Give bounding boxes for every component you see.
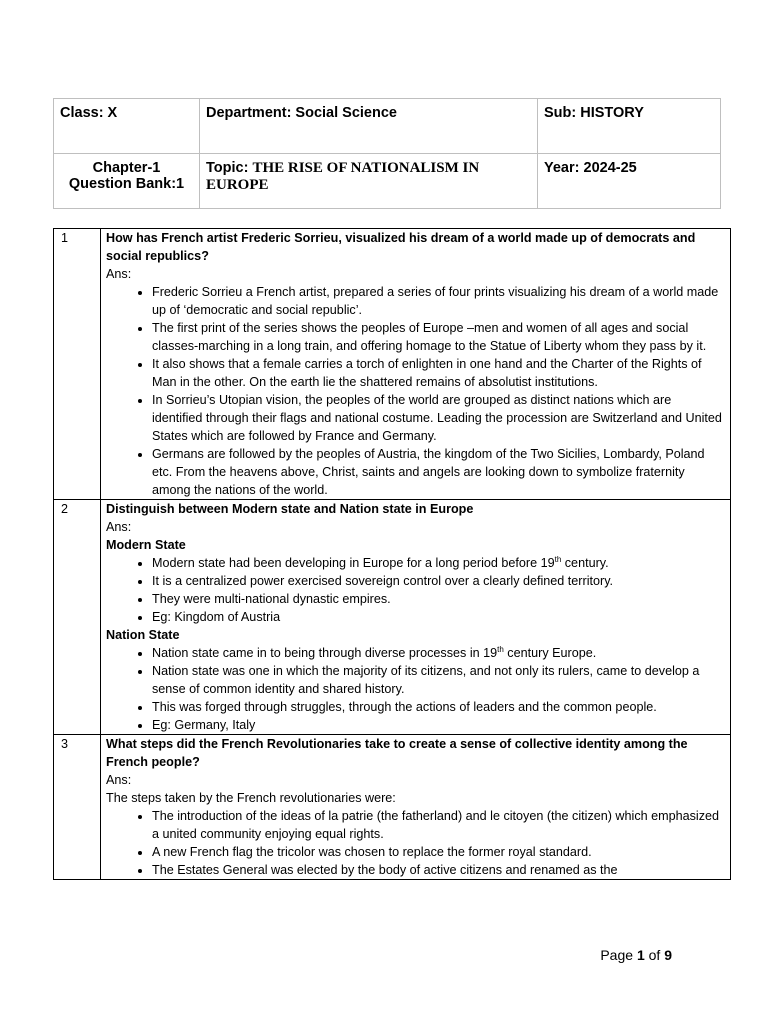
list-item: • A new French flag the tricolor was chosen to replace the former royal standard. xyxy=(152,843,725,861)
list-item: • Nation state was one in which the majority of its citizens, and not only its rulers, came to develop a sense of common identity and shared history. xyxy=(152,662,725,698)
list-item: • It also shows that a female carries a torch of enlighten in one hand and the Charter of the Rights of Man in the other. On the earth lie the shattered remains of absolutist institutions. xyxy=(152,355,725,391)
page-indicator xyxy=(600,947,672,963)
header-table xyxy=(53,98,721,209)
list-item xyxy=(152,554,725,572)
list-item: • The first print of the series shows the peoples of Europe –men and women of all ages and social classes-marching in a long train, and offering homage to the Statue of Liberty whom they pass by it. xyxy=(152,319,725,355)
list-item: • In Sorrieu’s Utopian vision, the peoples of the world are grouped as distinct nations which are identified through their flags and national costume. Leading the procession are Switzerland and United States which are followed by France and Germany. xyxy=(152,391,725,445)
chapter-cell xyxy=(54,154,200,209)
class-label: Class: X xyxy=(60,105,118,121)
year-label: Year: 2024-25 xyxy=(544,160,637,176)
topic-prefix: Topic: xyxy=(206,160,249,176)
year-cell xyxy=(538,154,721,209)
table-row xyxy=(54,229,731,500)
list-item: • The introduction of the ideas of la patrie (the fatherland) and le citoyen (the citizen) which emphasized a united community enjoying equal rights. xyxy=(152,807,725,843)
list-item: • This was forged through struggles, through the actions of leaders and the common people. xyxy=(152,698,725,716)
of-word: of xyxy=(648,947,661,963)
chapter-label: Chapter-1 xyxy=(92,160,161,176)
answer-list xyxy=(106,807,725,879)
answer-list xyxy=(106,283,725,499)
topic-cell xyxy=(200,154,538,209)
question-number: 3 xyxy=(54,735,101,880)
table-row xyxy=(54,735,731,880)
list-item xyxy=(152,644,725,662)
question-cell xyxy=(101,229,731,500)
subject-label: Sub: HISTORY xyxy=(544,105,644,121)
page-word: Page xyxy=(600,947,634,963)
list-item: • Eg: Kingdom of Austria xyxy=(152,608,725,626)
list-item: • It is a centralized power exercised sovereign control over a clearly defined territory. xyxy=(152,572,725,590)
answer-label: Ans: xyxy=(106,267,132,281)
modern-state-heading: Modern State xyxy=(106,538,186,552)
subject-cell xyxy=(538,99,721,154)
list-item: • Frederic Sorrieu a French artist, prepared a series of four prints visualizing his dream of a world made up of ‘democratic and social republic’. xyxy=(152,283,725,319)
class-cell xyxy=(54,99,200,154)
list-item-text: Modern state had been developing in Europe for a long period before 19 xyxy=(152,556,555,570)
list-item-text: Nation state came in to being through diverse processes in 19 xyxy=(152,646,498,660)
question-number: 1 xyxy=(54,229,101,500)
question-text: How has French artist Frederic Sorrieu, visualized his dream of a world made up of democrats and social republics? xyxy=(106,231,696,263)
answer-list xyxy=(106,644,725,734)
question-bank-label: Question Bank:1 xyxy=(68,176,185,192)
superscript: th xyxy=(554,554,562,564)
list-item-text: century. xyxy=(561,556,609,570)
question-table xyxy=(53,228,731,880)
department-label: Department: Social Science xyxy=(206,105,397,121)
list-item: • Eg: Germany, Italy xyxy=(152,716,725,734)
department-cell xyxy=(200,99,538,154)
question-text: Distinguish between Modern state and Nation state in Europe xyxy=(106,502,474,516)
question-cell xyxy=(101,500,731,735)
topic-value: THE RISE OF NATIONALISM IN EUROPE xyxy=(206,160,480,193)
answer-intro: The steps taken by the French revolutionaries were: xyxy=(106,791,396,805)
list-item: • Germans are followed by the peoples of Austria, the kingdom of the Two Sicilies, Lombardy, Poland etc. From the heavens above, Christ, saints and angels are looking down to symbolize fraternity among the nations of the world. xyxy=(152,445,725,499)
question-cell xyxy=(101,735,731,880)
question-number: 2 xyxy=(54,500,101,735)
question-text: What steps did the French Revolutionaries take to create a sense of collective identity among the French people? xyxy=(106,737,688,769)
table-row xyxy=(54,500,731,735)
list-item: • The Estates General was elected by the body of active citizens and renamed as the xyxy=(152,861,725,879)
answer-label: Ans: xyxy=(106,773,132,787)
nation-state-heading: Nation State xyxy=(106,628,180,642)
total-pages: 9 xyxy=(664,947,672,963)
answer-list xyxy=(106,554,725,626)
answer-label: Ans: xyxy=(106,520,132,534)
list-item-text: century Europe. xyxy=(503,646,597,660)
superscript: th xyxy=(497,644,504,654)
list-item: • They were multi-national dynastic empires. xyxy=(152,590,725,608)
current-page: 1 xyxy=(636,947,645,963)
